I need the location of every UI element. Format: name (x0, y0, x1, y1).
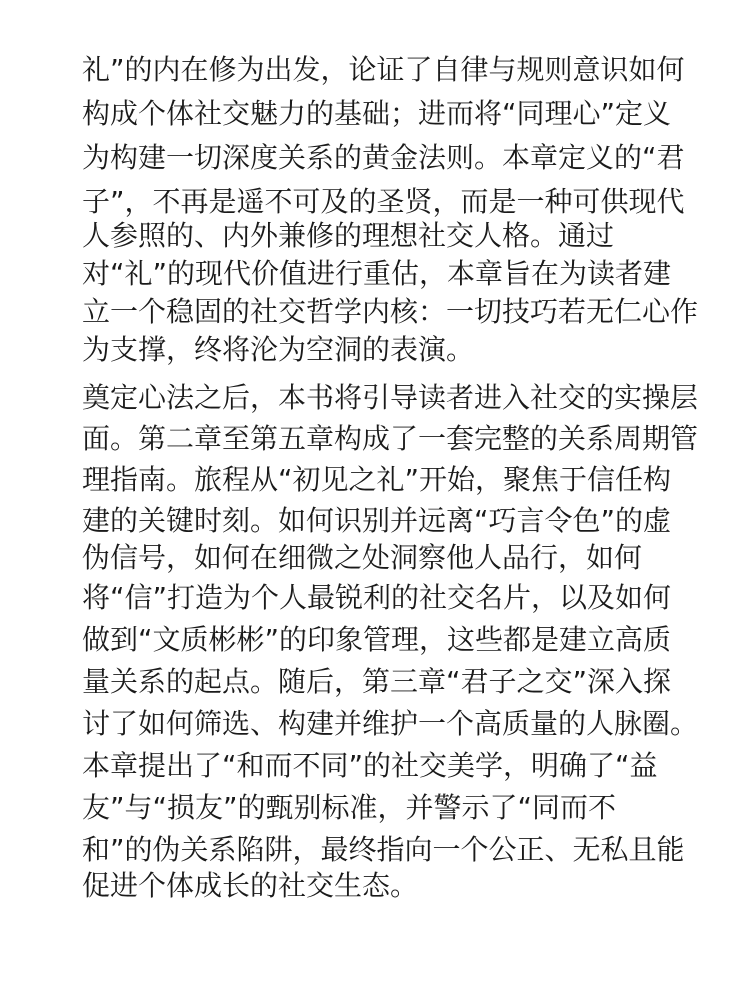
paragraph-line: 立一个稳固的社交哲学内核：一切技巧若无仁心作 (82, 295, 699, 328)
paragraph-line: 为构建一切深度关系的黄金法则。本章定义的“君 (82, 141, 685, 174)
paragraph-line: 奠定心法之后，本书将引导读者进入社交的实操层 (82, 381, 699, 414)
paragraph-line: 理指南。旅程从“初见之礼”开始，聚焦于信任构 (82, 463, 672, 496)
paragraph-line: 面。第二章至第五章构成了一套完整的关系周期管 (82, 422, 699, 455)
paragraph-line: 友”与“损友”的甄别标准，并警示了“同而不 (82, 791, 617, 824)
paragraph-line: 构成个体社交魅力的基础；进而将“同理心”定义 (82, 97, 672, 130)
paragraph-line: 促进个体成长的社交生态。 (82, 869, 419, 902)
paragraph-line: 将“信”打造为个人最锐利的社交名片，以及如何 (82, 581, 672, 614)
paragraph-line: 伪信号，如何在细微之处洞察他人品行，如何 (82, 541, 643, 574)
paragraph-line: 做到“文质彬彬”的印象管理，这些都是建立高质 (82, 623, 672, 656)
paragraph-line: 礼”的内在修为出发，论证了自律与规则意识如何 (82, 53, 685, 86)
paragraph-line: 本章提出了“和而不同”的社交美学，明确了“益 (82, 749, 658, 782)
paragraph-line: 讨了如何筛选、构建并维护一个高质量的人脉圈。 (82, 707, 699, 740)
paragraph-line: 量关系的起点。随后，第三章“君子之交”深入探 (82, 665, 672, 698)
paragraph-line: 建的关键时刻。如何识别并远离“巧言令色”的虚 (82, 504, 672, 537)
paragraph-line: 子”，不再是遥不可及的圣贤，而是一种可供现代 (82, 185, 685, 218)
paragraph-line: 为支撑，终将沦为空洞的表演。 (82, 333, 475, 366)
paragraph-line: 对“礼”的现代价值进行重估，本章旨在为读者建 (82, 257, 672, 290)
paragraph-line: 和”的伪关系陷阱，最终指向一个公正、无私且能 (82, 833, 685, 866)
paragraph-line: 人参照的、内外兼修的理想社交人格。通过 (82, 219, 615, 252)
